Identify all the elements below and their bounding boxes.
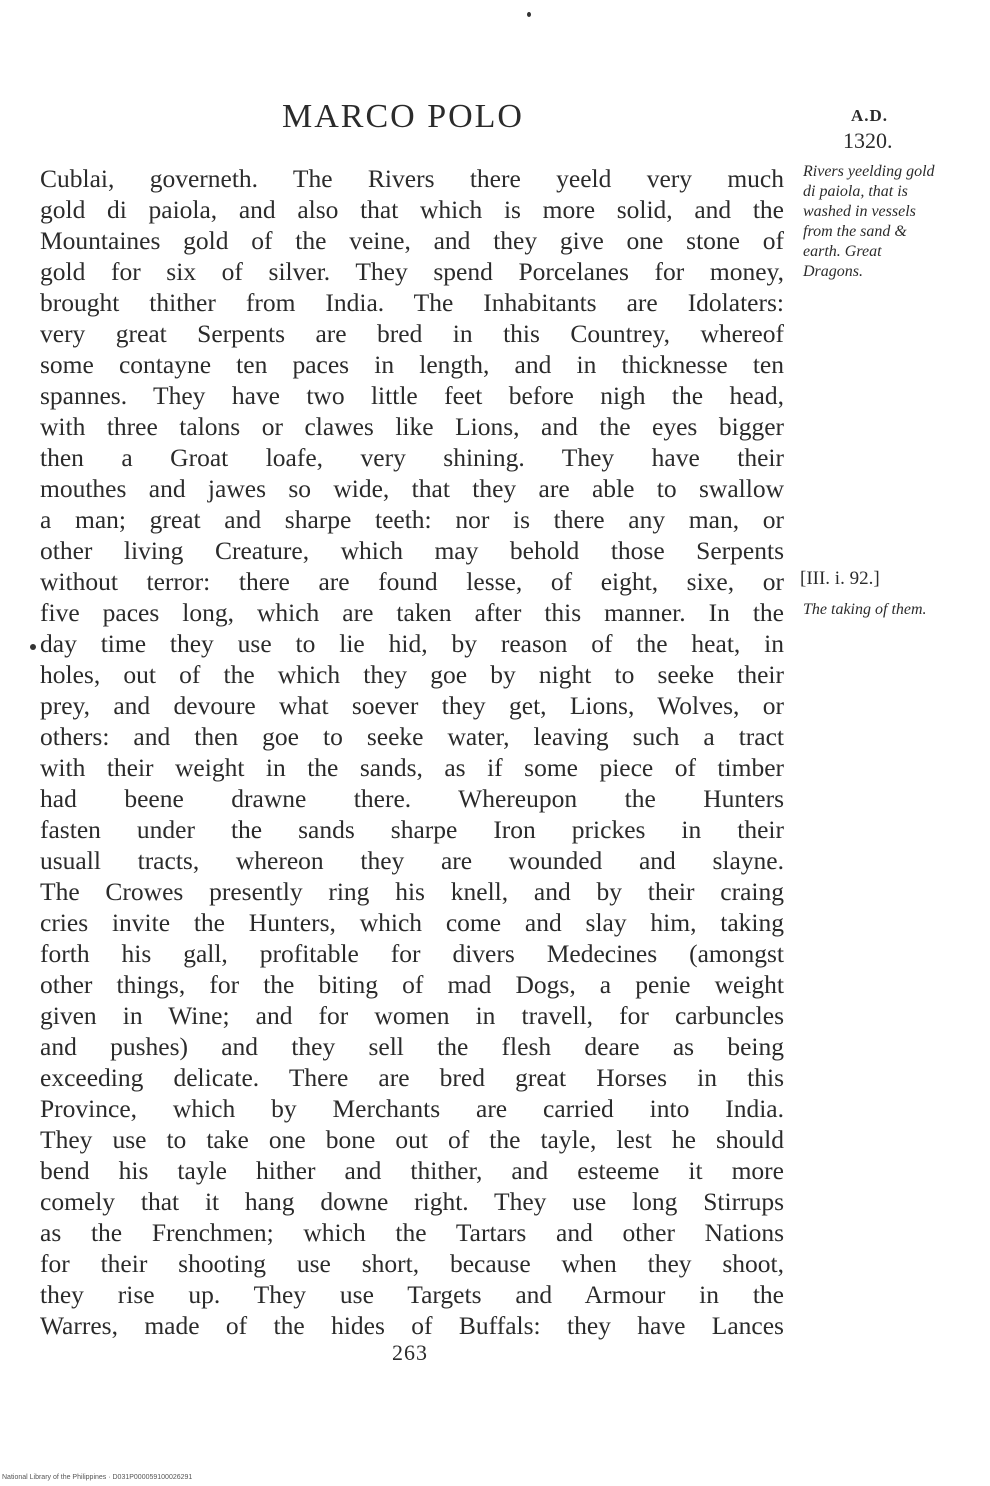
text-line: had beene drawne there. Whereupon the Hunters: [40, 784, 784, 813]
ink-speck: [527, 12, 531, 17]
text-line: spannes. They have two little feet before nigh the head,: [40, 381, 784, 410]
text-line: other living Creature, which may behold those Serpents: [40, 536, 784, 565]
text-line: forth his gall, profitable for divers Medecines (amongst: [40, 939, 784, 968]
date-label: A.D.: [851, 106, 889, 125]
text-line: given in Wine; and for women in travell, for carbuncles: [40, 1001, 784, 1030]
text-line: Cublai, governeth. The Rivers there yeeld very much: [40, 164, 784, 193]
text-line: without terror: there are found lesse, of eight, sixe, or: [40, 567, 784, 596]
text-line: usuall tracts, whereon they are wounded and slayne.: [40, 846, 784, 875]
margin-bullet-mark: [30, 644, 36, 650]
text-line: then a Groat loafe, very shining. They have their: [40, 443, 784, 472]
text-line: with three talons or clawes like Lions, and the eyes bigger: [40, 412, 784, 441]
date-year: 1320.: [843, 128, 893, 153]
text-line: fasten under the sands sharpe Iron prickes in their: [40, 815, 784, 844]
text-line: and pushes) and they sell the flesh deare as being: [40, 1032, 784, 1061]
margin-note-rivers: Rivers yeelding gold di paiola, that is washed in vessels from the sand & earth. Great Dragons.: [803, 163, 935, 280]
text-line: gold di paiola, and also that which is more solid, and the: [40, 195, 784, 224]
text-line: bend his tayle hither and thither, and esteeme it more: [40, 1156, 784, 1185]
text-line: five paces long, which are taken after this manner. In the: [40, 598, 784, 627]
running-head-title: MARCO POLO: [282, 98, 524, 135]
footer-credit: National Library of the Philippines · D031P000059100026291: [2, 1474, 193, 1481]
text-line: comely that it hang downe right. They use long Stirrups: [40, 1187, 784, 1216]
text-line: Province, which by Merchants are carried into India.: [40, 1094, 784, 1123]
margin-note-taking: The taking of them.: [803, 601, 927, 618]
text-line: The Crowes presently ring his knell, and by their craing: [40, 877, 784, 906]
text-line: day time they use to lie hid, by reason of the heat, in: [40, 629, 784, 658]
body-text: [40, 163, 784, 1341]
text-line: brought thither from India. The Inhabitants are Idolaters:: [40, 288, 784, 317]
text-line: cries invite the Hunters, which come and slay him, taking: [40, 908, 784, 937]
text-line: exceeding delicate. There are bred great Horses in this: [40, 1063, 784, 1092]
text-line: some contayne ten paces in length, and in thicknesse ten: [40, 350, 784, 379]
text-line: Warres, made of the hides of Buffals: they have Lances: [40, 1311, 784, 1340]
text-line: They use to take one bone out of the tayle, lest he should: [40, 1125, 784, 1154]
text-line: they rise up. They use Targets and Armour in the: [40, 1280, 784, 1309]
text-line: as the Frenchmen; which the Tartars and other Nations: [40, 1218, 784, 1247]
text-line: holes, out of the which they goe by night to seeke their: [40, 660, 784, 689]
text-line: Mountaines gold of the veine, and they give one stone of: [40, 226, 784, 255]
margin-note-reference: [III. i. 92.]: [800, 568, 880, 589]
text-line: for their shooting use short, because when they shoot,: [40, 1249, 784, 1278]
text-line: prey, and devoure what soever they get, Lions, Wolves, or: [40, 691, 784, 720]
text-line: others: and then goe to seeke water, leaving such a tract: [40, 722, 784, 751]
text-line: gold for six of silver. They spend Porcelanes for money,: [40, 257, 784, 286]
text-line: with their weight in the sands, as if some piece of timber: [40, 753, 784, 782]
text-line: very great Serpents are bred in this Countrey, whereof: [40, 319, 784, 348]
text-line: mouthes and jawes so wide, that they are able to swallow: [40, 474, 784, 503]
text-line: a man; great and sharpe teeth: nor is there any man, or: [40, 505, 784, 534]
text-line: other things, for the biting of mad Dogs, a penie weight: [40, 970, 784, 999]
page-number: 263: [392, 1340, 428, 1365]
